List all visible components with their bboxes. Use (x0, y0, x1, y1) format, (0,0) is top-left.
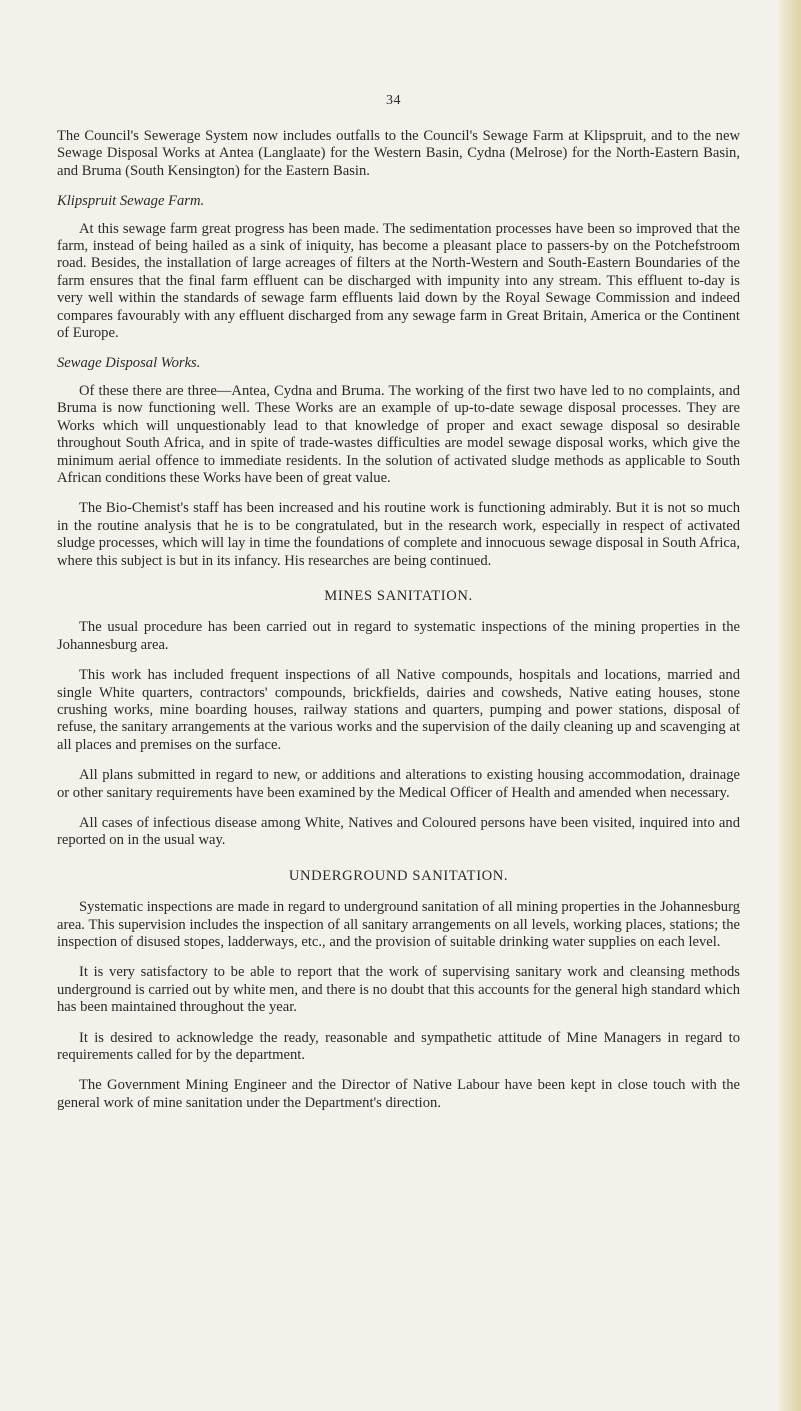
disposal-works-heading: Sewage Disposal Works. (57, 355, 201, 372)
underground-paragraph-3: It is desired to acknowledge the ready, reasonable and sympathetic attitude of Mine Managers in regard to requirements called for by the department. (57, 1029, 740, 1064)
mines-paragraph-2: This work has included frequent inspections of all Native compounds, hospitals and locations, married and single White quarters, contractors' compounds, brickfields, dairies and cowsheds, Native eating houses, stone crushing works, mine boarding houses, railway stations and quarters, pumping and power stations, disposal of refuse, the sanitary arrangements at the various works and the supervision of the daily cleaning up and scavenging at all places and premises on the surface. (57, 667, 740, 753)
underground-paragraph-2: It is very satisfactory to be able to report that the work of supervising sanitary work and cleansing methods underground is carried out by white men, and there is no doubt that this accounts for the general high standard which has been maintained throughout the year. (57, 964, 740, 1016)
page-number: 34 (386, 93, 401, 108)
mines-sanitation-heading: MINES SANITATION. (324, 587, 473, 604)
page-edge-shading (779, 0, 801, 1411)
mines-paragraph-4: All cases of infectious disease among White, Natives and Coloured persons have been visited, inquired into and reported on in the usual way. (57, 815, 740, 849)
klipspruit-heading: Klipspruit Sewage Farm. (57, 193, 205, 210)
disposal-works-paragraph-1: Of these there are three—Antea, Cydna and Bruma. The working of the first two have led to no complaints, and Bruma is now functioning well. These Works are an example of up-to-date sewage disposal processes. They are Works which will unquestionably lead to that knowledge of proper and exact sewage disposal so desirable throughout South Africa, and in spite of trade-wastes difficulties are model sewage disposal works, which give the minimum aerial offence to immediate residents. In the solution of activated sludge methods as applicable to South African conditions these Works have been of great value. (57, 382, 740, 486)
underground-paragraph-1: Systematic inspections are made in regard to underground sanitation of all mining properties in the Johannesburg area. This supervision includes the inspection of all sanitary arrangements on all levels, working places, stations; the inspection of disused stopes, ladderways, etc., and the provision of suitable drinking water supplies on each level. (57, 899, 740, 951)
underground-paragraph-4: The Government Mining Engineer and the Director of Native Labour have been kept in close touch with the general work of mine sanitation under the Department's direction. (57, 1077, 740, 1111)
intro-paragraph: The Council's Sewerage System now includes outfalls to the Council's Sewage Farm at Klipspruit, and to the new Sewage Disposal Works at Antea (Langlaate) for the Western Basin, Cydna (Melrose) for the North-Eastern Basin, and Bruma (South Kensington) for the Eastern Basin. (57, 128, 740, 179)
underground-sanitation-heading: UNDERGROUND SANITATION. (288, 867, 509, 884)
mines-paragraph-3: All plans submitted in regard to new, or additions and alterations to existing housing accommodation, drainage or other sanitary requirements have been examined by the Medical Officer of Health and amended when necessary. (57, 767, 740, 801)
disposal-works-paragraph-2: The Bio-Chemist's staff has been increased and his routine work is functioning admirably. But it is not so much in the routine analysis that he is to be congratulated, but in the research work, especially in respect of activated sludge processes, which will lay in time the foundations of complete and innocuous sewage disposal in South Africa, where this subject is but in its infancy. His researches are being continued. (57, 500, 740, 569)
klipspruit-paragraph: At this sewage farm great progress has been made. The sedimentation processes have been so improved that the farm, instead of being hailed as a sink of iniquity, has become a pleasant place to passers-by on the Potchefstroom road. Besides, the installation of large acreages of filters at the North-Western and South-Eastern Boundaries of the farm ensures that the final farm effluent can be discharged with impunity into any stream. This effluent to-day is very well within the standards of sewage farm effluents laid down by the Royal Sewage Commission and indeed compares favourably with any effluent discharged from any sewage farm in Great Britain, America or the Continent of Europe. (57, 220, 740, 342)
mines-paragraph-1: The usual procedure has been carried out in regard to systematic inspections of the mining properties in the Johannesburg area. (57, 619, 740, 653)
document-body (57, 128, 740, 1125)
